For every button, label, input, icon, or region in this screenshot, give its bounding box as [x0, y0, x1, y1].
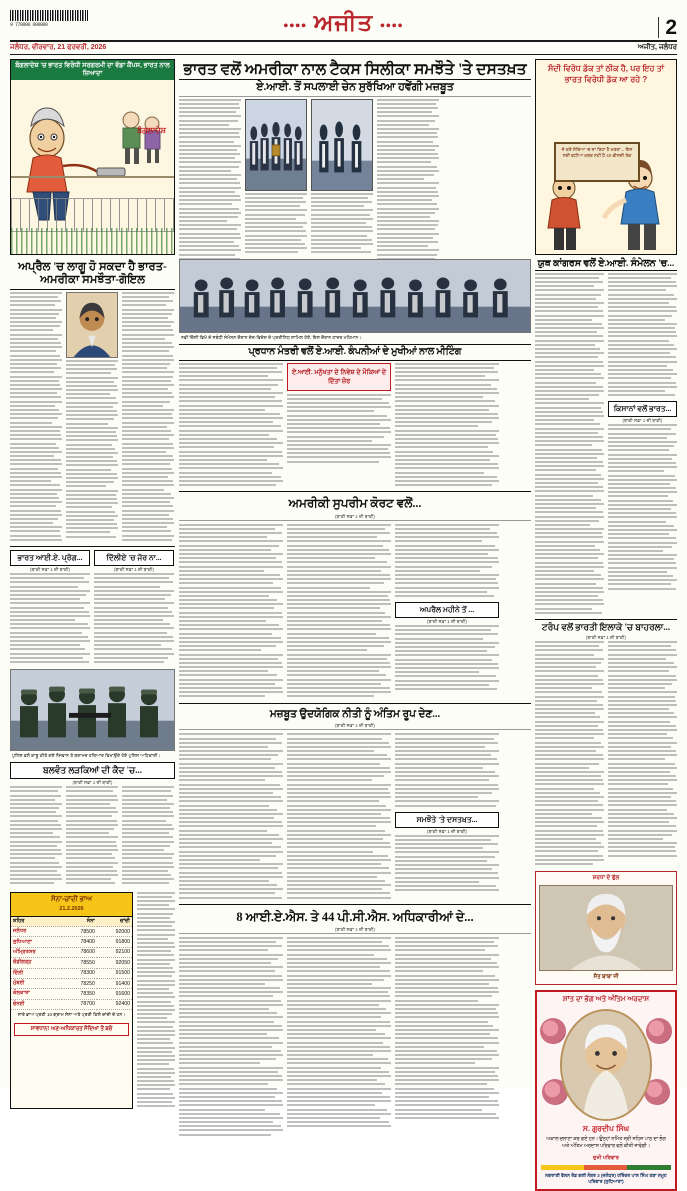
j9-c1	[10, 786, 62, 887]
jump-title-9[interactable]: ਬਲਵੰਤ ਲੜਕਿਆਂ ਦੀ ਕੈਦ 'ਚ...	[10, 762, 175, 779]
market-row-1	[11, 937, 132, 947]
story-apr-headline: ਅਪ੍ਰੈਲ 'ਚ ਲਾਗੂ ਹੋ ਸਕਦਾ ਹੈ ਭਾਰਤ-ਅਮਰੀਕਾ ਸਮਝੌਤਾ-ਗੋਇਲ	[18, 261, 167, 286]
market-title	[11, 893, 132, 917]
pm-pullquote: ਏ.ਆਈ. ਮਨੁੱਖਤਾ ਦੇ ਨਿਵੇਸ਼ ਦੇ ਮੌਕਿਆਂ ਦੇ ਦਿੱਤਾ ਜ਼ੋਰ	[287, 363, 391, 391]
sc-c2	[287, 524, 391, 700]
market-note: ਸਾਰੇ ਭਾਅ ਪ੍ਰਤੀ 10 ਗ੍ਰਾਮ ਸੋਨਾ ਅਤੇ ਪ੍ਰਤੀ ਕਿਲੋ ਚਾਂਦੀ ਦੇ ਹਨ।	[17, 1012, 126, 1017]
cg-c1	[535, 273, 604, 616]
story-pm-headline: ਪ੍ਰਧਾਨ ਮੰਤਰੀ ਵਲੋਂ ਏ.ਆਈ. ਕੰਪਨੀਆਂ ਦੇ ਮੁਖੀਆਂ ਨਾਲ ਮੀਟਿੰਗ	[179, 344, 531, 361]
market-gold-6: 78350	[62, 989, 97, 999]
obituary-address: ਨਗਰਾਣੀ ਵੈਲਨ ਰੋਡ ਗਲੀ ਨੰਬਰ 3 (ਜਲੰਧਰ) ਹਰਿੰਦਰ ਪਾਲ ਸਿੰਘ ਤਥਾ ਸਮੂਹ ਪਰਿਵਾਰ (ਲੁਧਿਆਣਾ)	[545, 1173, 667, 1185]
flower-icon-1	[540, 1018, 566, 1044]
second-row	[10, 259, 677, 1191]
tr-c2	[608, 641, 677, 867]
middle-column	[179, 259, 531, 1191]
dateline-bar	[10, 42, 677, 55]
market-title-text: ਸੋਨਾ-ਚਾਂਦੀ ਭਾਅ	[50, 895, 93, 903]
mid-rule-3	[179, 729, 531, 730]
market-silver-5: 91400	[97, 978, 132, 988]
market-silver-2: 92100	[97, 947, 132, 957]
ind-c1	[179, 733, 283, 901]
obituary-portrait	[560, 1009, 652, 1121]
market-gold-7: 78700	[62, 999, 97, 1009]
lead-col-3-text	[311, 193, 373, 256]
cartoon-left	[10, 59, 175, 255]
barcode-text: 9 770000 000000	[10, 22, 48, 28]
cartoon-right	[535, 59, 677, 255]
mid-rule-2	[179, 520, 531, 521]
jump-title-5[interactable]: ਟਰੰਪ ਵਲੋਂ ਭਾਰਤੀ ਇਲਾਕੇ 'ਚ ਬਾਹਰਲਾ...	[535, 619, 677, 634]
market-city-5: ਮੁੰਬਈ	[11, 978, 62, 988]
jump-ref-6: (ਬਾਕੀ ਸਫ਼ਾ 1 ਦੀ ਬਾਕੀ)	[427, 619, 467, 625]
market-city-2: ਅੰਮ੍ਰਿਤਸਰ	[11, 947, 62, 957]
market-gold-3: 78550	[62, 958, 97, 968]
obituary-name: ਸ. ਗੁਰਦੀਪ ਸਿੰਘ	[582, 1124, 630, 1134]
lead-photo	[245, 99, 307, 191]
police-photo-caption: ਪੁਲਿਸ ਵਲੋਂ ਕਾਬੂ ਕੀਤੇ ਗਏ ਨੌਜਵਾਨ ਤੇ ਬਰਾਮਦ ਹਥਿਆਰ ਵਿਖਾਉਂਦੇ ਹੋਏ ਪੁਲਿਸ ਅਧਿਕਾਰੀ।	[12, 752, 161, 758]
jump-body-2	[94, 573, 174, 665]
sant-ad-title: ਸ਼ਰਧਾ ਦੇ ਫੁੱਲ	[592, 875, 620, 882]
ind-c3-text2	[395, 835, 499, 894]
jump-ref-5: (ਬਾਕੀ ਸਫ਼ਾ 1 ਦੀ ਬਾਕੀ)	[586, 635, 626, 641]
ind-c3-text	[395, 733, 499, 808]
trump-body	[535, 641, 677, 867]
jump-ref-8: (ਬਾਕੀ ਸਫ਼ਾ 1 ਦੀ ਬਾਕੀ)	[427, 828, 467, 834]
masthead	[10, 8, 677, 42]
right-rule-1	[535, 270, 677, 271]
left-bottom-text	[137, 892, 175, 1110]
pm-c2	[287, 363, 391, 489]
congress-body	[535, 273, 677, 616]
cg-c2	[608, 273, 677, 616]
market-city-3: ਚੰਡੀਗੜ੍ਹ	[11, 958, 62, 968]
market-silver-7: 92400	[97, 999, 132, 1009]
market-gold-2: 78600	[62, 947, 97, 957]
right-column	[535, 259, 677, 1191]
sc-c3-text2	[395, 625, 499, 692]
ind-c2	[287, 733, 391, 901]
obituary-topline: ਸ਼ਾਂਤ ਦਾ ਭੋਗ ਅਤੇ ਅੰਤਿਮ ਅਰਦਾਸ	[562, 996, 650, 1004]
market-row-2	[11, 947, 132, 957]
jump-title-8[interactable]: ਸਮਝੌਤੇ 'ਤੇ ਦਸਤਖ਼ਤ...	[395, 812, 499, 828]
jump-title-7[interactable]: ਮਜ਼ਬੂਤ ਉਦਯੋਗਿਕ ਨੀਤੀ ਨੂੰ ਅੰਤਿਮ ਰੂਪ ਦੇਣ...	[269, 708, 441, 720]
ias-body	[179, 937, 531, 1138]
market-row-6	[11, 989, 132, 999]
sant-ad	[535, 871, 677, 985]
market-col-city: ਸ਼ਹਿਰ	[11, 917, 62, 927]
police-photo	[10, 669, 175, 751]
market-date: 21.2.2026	[59, 905, 84, 912]
ias-c1	[179, 937, 283, 1138]
industry-body	[179, 733, 531, 901]
market-city-7: ਚੇਨਈ	[11, 999, 62, 1009]
pm-c3	[395, 363, 499, 489]
market-row-5	[11, 978, 132, 988]
sc-c1	[179, 524, 283, 700]
apr-col-2	[66, 292, 118, 543]
summit-photo	[179, 259, 531, 333]
j9-c2	[66, 786, 118, 887]
ias-c2	[287, 937, 391, 1138]
lead-photo-2	[311, 99, 373, 191]
obituary-divider	[541, 1165, 671, 1170]
market-city-0: ਜਲੰਧਰ	[11, 927, 62, 937]
jump-ref-7: (ਬਾਕੀ ਸਫ਼ਾ 1 ਦੀ ਬਾਕੀ)	[335, 723, 375, 729]
market-gold-4: 78300	[62, 968, 97, 978]
obituary-body: ਅਕਾਲ ਚਲਾਣਾ ਕਰ ਗਏ ਹਨ। ਉਨ੍ਹਾਂ ਨਮਿੱਤ ਸ੍ਰੀ ਸਹਿਜ ਪਾਠ ਦਾ ਭੋਗ ਅਤੇ ਅੰਤਿਮ ਅਰਦਾਸ ਪਰਿਵਾਰ ਵਲੋਂ ਕੀਤੀ ਜਾਵੇਗੀ।	[546, 1137, 666, 1149]
apr-col-1	[10, 292, 62, 543]
j9-c3	[122, 786, 174, 887]
tr-c1	[535, 641, 604, 867]
market-table	[11, 917, 132, 1010]
barcode-bars	[10, 10, 88, 21]
market-header-row	[11, 917, 132, 927]
jump-body-9	[10, 786, 175, 887]
gold-silver-rates	[10, 892, 133, 1110]
jump-ref-1: (ਬਾਕੀ ਸਫ਼ਾ 1 ਦੀ ਬਾਕੀ)	[30, 567, 70, 572]
jump-title-1[interactable]: ਭਾਰਤ ਆਈ.ਏ. ਪ੍ਰੋਗ...	[10, 550, 90, 566]
summit-photo-caption: ਨਵੀਂ ਦਿੱਲੀ ਵਿਖੇ ਦੋ ਸਬੰਧੀ ਸੰਮੇਲਨ ਦੌਰਾਨ ਦੇਸ਼-ਵਿਦੇਸ਼ ਦੇ ਪ੍ਰਤੀਨਿਧ ਸ਼ਾਮਿਲ ਹੋਏ, ਇਸ ਦੌਰਾਨ ਹਾਜ਼ਰ ਮਹਿਮਾਨ।	[181, 334, 362, 340]
jump-block-2	[94, 550, 174, 665]
market-silver-1: 91800	[97, 937, 132, 947]
lead-subheadline: ਏ.ਆਈ. ਤੋਂ ਸਪਲਾਈ ਚੇਨ ਸੁਰੱਖਿਆ ਹਵੇਂਗੀ ਮਜ਼ਬੂਤ	[256, 81, 454, 94]
apr-portrait-photo	[66, 292, 118, 358]
market-col-gold: ਸੋਨਾ	[62, 917, 97, 927]
cg-c2-text2	[608, 424, 677, 592]
barcode	[10, 10, 130, 29]
newspaper-logo	[283, 10, 403, 36]
fence-graphic	[11, 198, 174, 232]
mid-divider-3	[179, 904, 531, 905]
cartoon-right-board: ਜੇ ਕਰੋ ਸੋਚਿਆ 'ਚ ਜਾ ਰਿਹਾ ਹੈ ਖਤਰਾ... ਇਸ ਲਈ ਵਧੀਆ ਖ਼ਬਰ ਨਹੀਂ ਹੈ 40 ਫ਼ੀਸਦੀ ਤੱਕ	[554, 142, 640, 182]
dateline-left: ਜਲੰਧਰ, ਵੀਰਵਾਰ, 21 ਫਰਵਰੀ, 2026	[10, 44, 107, 51]
market-col-silver: ਚਾਂਦੀ	[97, 917, 132, 927]
mid-divider-2	[179, 703, 531, 704]
jump-ref-4: (ਬਾਕੀ ਸਫ਼ਾ 1 ਦੀ ਬਾਕੀ)	[335, 513, 375, 519]
cartoon-left-label: ਬੰਗਲਾਦੇਸ਼	[137, 126, 166, 135]
sant-photo	[539, 885, 673, 971]
story-apr-body	[10, 292, 175, 543]
market-gold-5: 78250	[62, 978, 97, 988]
rule-apr	[10, 289, 175, 290]
flower-icon-2	[646, 1018, 672, 1044]
grass-graphic	[11, 228, 174, 254]
left-column	[10, 259, 175, 1191]
jump-ref-3: (ਬਾਕੀ ਸਫ਼ਾ 1 ਦੀ ਬਾਕੀ)	[622, 418, 663, 424]
market-warning: ਸਾਵਧਾਨ! ਅਣ-ਅਧਿਕਾਰਤ ਸੌਦਿਆਂ ਤੋਂ ਬਚੋ	[14, 1023, 129, 1036]
market-city-4: ਦਿੱਲੀ	[11, 968, 62, 978]
market-row-7	[11, 999, 132, 1009]
jump-title-10[interactable]: 8 ਆਈ.ਏ.ਐਸ. ਤੇ 44 ਪੀ.ਸੀ.ਐਸ. ਅਧਿਕਾਰੀਆਂ ਦੇ...	[236, 909, 474, 924]
market-silver-3: 92050	[97, 958, 132, 968]
market-silver-0: 92000	[97, 927, 132, 937]
left-jump-heads	[10, 550, 175, 665]
market-city-1: ਲੁਧਿਆਣਾ	[11, 937, 62, 947]
lead-rule2	[179, 96, 531, 97]
lead-headline: ਭਾਰਤ ਵਲੋਂ ਅਮਰੀਕਾ ਨਾਲ ਟੈਕਸ ਸਿਲੀਕਾ ਸਮਝੌਤੇ 'ਤੇ ਦਸਤਖ਼ਤ	[183, 61, 527, 78]
jump-block-1	[10, 550, 90, 665]
sant-ad-name: ਸੰਤ ਬਾਬਾ ਜੀ	[593, 974, 619, 981]
logo-dots-left: ••••	[283, 19, 308, 34]
jump-title-4[interactable]: ਅਮਰੀਕੀ ਸੁਪਰੀਮ ਕੋਰਟ ਵਲੋਂ...	[288, 496, 422, 511]
market-silver-6: 91600	[97, 989, 132, 999]
supreme-court-body	[179, 524, 531, 700]
jump-ref-2: (ਬਾਕੀ ਸਫ਼ਾ 1 ਦੀ ਬਾਕੀ)	[114, 567, 154, 572]
jump-ref-9: (ਬਾਕੀ ਸਫ਼ਾ 1 ਦੀ ਬਾਕੀ)	[72, 780, 113, 786]
ind-c3	[395, 733, 499, 901]
sc-c3	[395, 524, 499, 700]
market-city-6: ਕੋਲਕਾਤਾ	[11, 989, 62, 999]
market-row	[10, 892, 175, 1110]
jump-body-1	[10, 573, 90, 665]
cartoon-right-caption: ਸੰਦੀ ਵਿਰੋਧ ਡੱਕ ਤਾਂ ਠੀਕ ਹੈ, ਪਰ ਇਹ ਤਾਂ ਭਾਰਤ ਵਿਰੋਧੀ ਡੱਕ ਆ ਰਹੇ ?	[547, 64, 665, 84]
page-number: 2	[658, 17, 677, 38]
obituary-ad	[535, 990, 677, 1191]
jump-title-2[interactable]: ਦਿੱਲੀਏ 'ਚ ਜੋਰ ਨਾ...	[94, 550, 174, 566]
obituary-footer: ਦੁਖੀ ਪਰਿਵਾਰ	[593, 1155, 619, 1162]
mid-rule-4	[179, 933, 531, 934]
sc-c3-text	[395, 524, 499, 599]
apr-col-2-text	[66, 360, 118, 540]
top-row	[10, 59, 677, 255]
story-congress-headline: ਯੁਥ ਕਾਂਗਰਸ ਵਲੋਂ ਏ.ਆਈ. ਸੰਮੇਲਨ 'ਚ...	[537, 259, 675, 269]
logo-dots-right: ••••	[379, 19, 404, 34]
jump-title-6[interactable]: ਅਪਰੈਲ ਮਹੀਨੇ ਤੋਂ ...	[395, 602, 499, 618]
market-row-3	[11, 958, 132, 968]
market-row-0	[11, 927, 132, 937]
jump-title-3[interactable]: ਕਿਸਾਨਾਂ ਵਲੋਂ ਭਾਰਤ...	[608, 401, 677, 417]
market-gold-1: 78400	[62, 937, 97, 947]
cartoon-left-caption: ਬੰਗਲਾਦੇਸ਼ 'ਚ ਭਾਰਤ ਵਿਰੋਧੀ ਸਰਗਰਮੀ ਦਾ ਵੱਡਾ ਕੈਂਪਸ, ਭਾਰਤ ਨਾਲ ਜ਼ਿਆਦਾ	[11, 60, 174, 80]
lead-story	[179, 59, 531, 255]
dateline-right: ਅਜੀਤ, ਜਲੰਧਰ	[637, 44, 677, 51]
mid-divider-1	[179, 491, 531, 492]
lead-col-2-text	[245, 193, 307, 256]
apr-col-3	[122, 292, 174, 543]
left-col-divider	[10, 546, 175, 547]
market-gold-0: 78500	[62, 927, 97, 937]
pm-c1	[179, 363, 283, 489]
cg-c2-text	[608, 273, 677, 399]
story-pm-body	[179, 363, 531, 489]
market-row-4	[11, 968, 132, 978]
jump-ref-10: (ਬਾਕੀ ਸਫ਼ਾ 1 ਦੀ ਬਾਕੀ)	[335, 926, 375, 932]
market-silver-4: 91500	[97, 968, 132, 978]
ias-c3	[395, 937, 499, 1138]
pm-c2-text	[287, 394, 391, 465]
logo-text: ਅਜੀਤ	[313, 10, 374, 35]
